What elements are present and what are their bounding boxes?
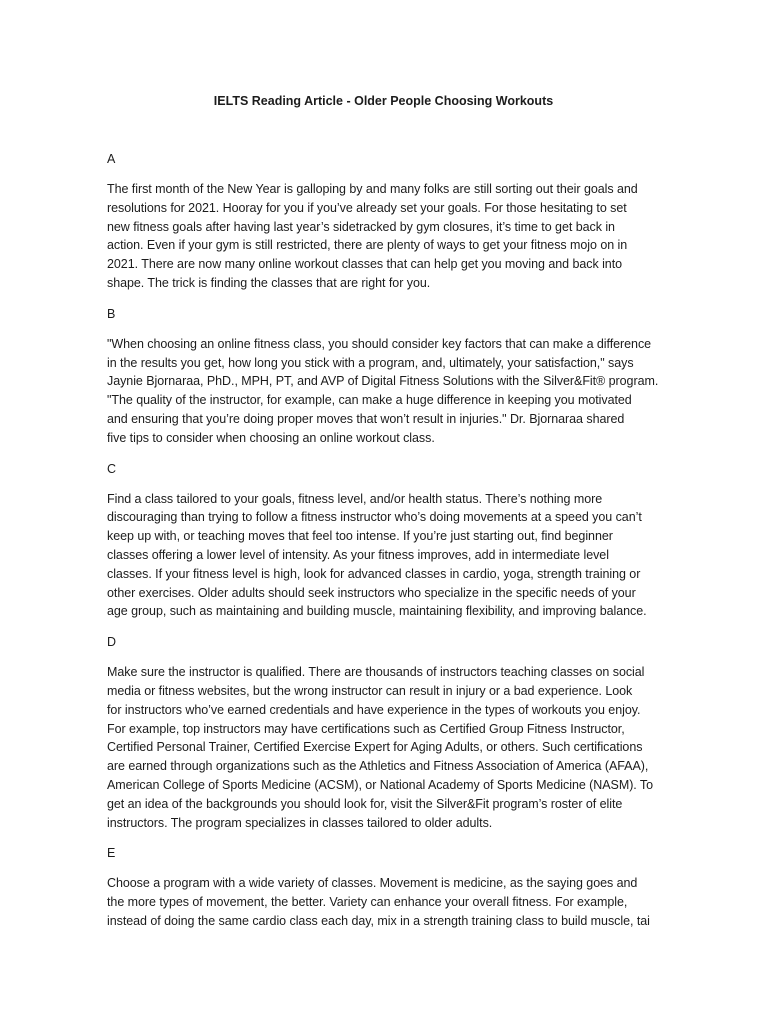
paragraph-line: are earned through organizations such as the Athletics and Fitness Association of America (AFAA), bbox=[107, 759, 649, 774]
paragraph-line: Jaynie Bjornaraa, PhD., MPH, PT, and AVP of Digital Fitness Solutions with the Silver&Fit® program. bbox=[107, 374, 659, 389]
document-title: IELTS Reading Article - Older People Choosing Workouts bbox=[213, 94, 554, 108]
article-body bbox=[107, 150, 660, 943]
section-letter: C bbox=[107, 461, 117, 476]
section-letter: E bbox=[107, 846, 116, 861]
paragraph-line: media or fitness websites, but the wrong instructor can result in injury or a bad experience. Look bbox=[107, 683, 633, 698]
paragraph-line: The first month of the New Year is galloping by and many folks are still sorting out their goals and bbox=[107, 182, 638, 196]
paragraph-line: Certified Personal Trainer, Certified Exercise Expert for Aging Adults, or others. Such certifications bbox=[107, 740, 643, 755]
paragraph-line: shape. The trick is finding the classes that are right for you. bbox=[107, 275, 431, 290]
section-paragraph bbox=[107, 874, 660, 930]
paragraph-line: classes. If your fitness level is high, look for advanced classes in cardio, yoga, strength training or bbox=[107, 566, 641, 581]
paragraph-line: get an idea of the backgrounds you should look for, visit the Silver&Fit program’s roster of elite bbox=[107, 796, 623, 811]
section-letter: A bbox=[107, 152, 116, 166]
paragraph-line: discouraging than trying to follow a fitness instructor who’s doing movements at a speed you can’t bbox=[107, 510, 642, 525]
section-paragraph bbox=[107, 663, 660, 832]
section-letter: D bbox=[107, 635, 117, 650]
paragraph-line: "The quality of the instructor, for example, can make a huge difference in keeping you motivated bbox=[107, 393, 632, 408]
paragraph-line: instead of doing the same cardio class each day, mix in a strength training class to build muscle, tai bbox=[107, 913, 650, 928]
paragraph-line: Make sure the instructor is qualified. There are thousands of instructors teaching classes on social bbox=[107, 665, 645, 680]
paragraph-line: Find a class tailored to your goals, fitness level, and/or health status. There’s nothing more bbox=[107, 491, 603, 506]
paragraph-line: 2021. There are now many online workout classes that can help get you moving and back into bbox=[107, 257, 623, 272]
section-paragraph bbox=[107, 490, 660, 622]
paragraph-line: in the results you get, how long you stick with a program, and, ultimately, your satisfaction," says bbox=[107, 355, 634, 370]
paragraph-line: For example, top instructors may have certifications such as Certified Group Fitness Instructor, bbox=[107, 721, 625, 736]
paragraph-line: for instructors who’ve earned credentials and have experience in the types of workouts you enjoy. bbox=[107, 702, 641, 717]
paragraph-line: instructors. The program specializes in classes tailored to older adults. bbox=[107, 815, 493, 830]
paragraph-line: resolutions for 2021. Hooray for you if you’ve already set your goals. For those hesitating to set bbox=[107, 200, 627, 215]
paragraph-line: and ensuring that you’re doing proper moves that won’t result in injuries." Dr. Bjornaraa shared bbox=[107, 411, 625, 426]
paragraph-line: the more types of movement, the better. Variety can enhance your overall fitness. For example, bbox=[107, 895, 628, 910]
paragraph-line: action. Even if your gym is still restricted, there are plenty of ways to get your fitness mojo on in bbox=[107, 238, 628, 253]
paragraph-line: age group, such as maintaining and building muscle, maintaining flexibility, and improving balance. bbox=[107, 604, 647, 619]
paragraph-line: Choose a program with a wide variety of classes. Movement is medicine, as the saying goes and bbox=[107, 876, 638, 891]
paragraph-line: other exercises. Older adults should seek instructors who specialize in the specific needs of your bbox=[107, 585, 636, 600]
paragraph-line: "When choosing an online fitness class, you should consider key factors that can make a difference bbox=[107, 336, 652, 351]
paragraph-line: American College of Sports Medicine (ACSM), or National Academy of Sports Medicine (NASM). To bbox=[107, 777, 654, 792]
paragraph-line: five tips to consider when choosing an online workout class. bbox=[107, 430, 435, 445]
paragraph-line: classes offering a lower level of intensity. As your fitness improves, add in intermediate level bbox=[107, 547, 609, 562]
section-paragraph bbox=[107, 180, 660, 293]
paragraph-line: keep up with, or teaching moves that feel too intense. If you’re just starting out, find beginner bbox=[107, 529, 613, 544]
section-paragraph bbox=[107, 335, 660, 448]
paragraph-line: new fitness goals after having last year’s sidetracked by gym closures, it’s time to get back in bbox=[107, 219, 615, 234]
section-letter: B bbox=[107, 306, 116, 321]
